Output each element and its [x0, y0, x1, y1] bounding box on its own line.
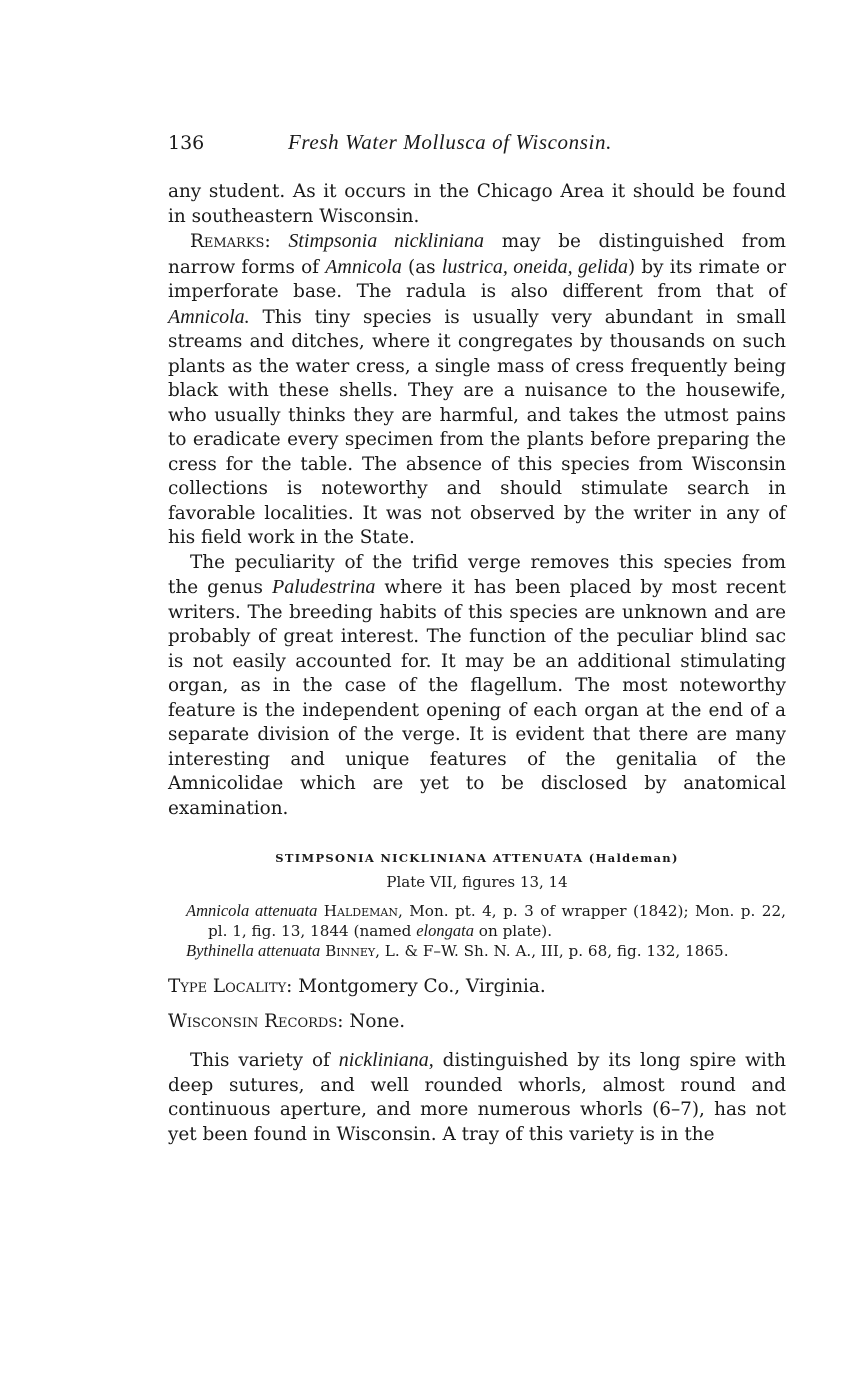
- synonymy-entry: [168, 901, 786, 941]
- synonym-name: Bythinella attenuata: [186, 941, 321, 960]
- synonymy-entry: [168, 941, 786, 961]
- genus-name: Amnicola.: [168, 305, 250, 328]
- synonym-citation: on plate).: [473, 922, 553, 940]
- plate-reference: Plate VII, figures 13, 14: [386, 873, 568, 891]
- running-title: Fresh Water Mollusca of Wisconsin.: [288, 130, 612, 154]
- page-header: [168, 130, 786, 160]
- text-span: This variety of: [190, 1050, 339, 1071]
- page-content: [168, 130, 786, 1147]
- type-locality: [168, 975, 786, 1000]
- wisconsin-records: [168, 1010, 786, 1035]
- paragraph-verge: [168, 551, 786, 822]
- text-span: This tiny species is usually very abundant in small streams and ditches, where it congregates by thousands on such plants as the water cress, a single mass of cress frequently being black with these shells. They are a nuisance to the housewife, who usually thinks they are harmful, and takes the utmost pains to eradicate every specimen from the plants before preparing the cress for the table. The absence of this species from Wisconsin collections is noteworthy and should stimulate search in favorable localities. It was not observed by the writer in any of his field work in the State.: [168, 306, 786, 548]
- synonym-italic: elongata: [416, 921, 474, 940]
- text-span: (as: [401, 256, 442, 278]
- wisconsin-records-label: Wisconsin Records:: [168, 1010, 344, 1032]
- text-span: distinguished by its long spire with deep sutures, and well rounded whorls, almost round and continuous aperture, and more numerous whorls (6–7), has not yet been found in Wisconsin. A tray of this variety is in the: [168, 1050, 786, 1145]
- text-span: where it has been placed by most recent writers. The breeding habits of this species are unknown and are probably of great interest. The function of the peculiar blind sac is not easily accounted for. It may be an additional stimulating organ, as in the case of the flagellum. The most noteworthy feature is the independent opening of each organ at the end of a separate division of the verge. It is evident that there are many interesting and unique features of the genitalia of the Amnicolidae which are yet to be disclosed by anatomical examination.: [168, 577, 787, 819]
- text-span: ) by its rimate or imperforate base. The radula is also different from that of: [168, 256, 787, 302]
- paragraph-continuation: any student. As it occurs in the Chicago Area it should be found in southeastern Wisconsin.: [168, 181, 786, 227]
- synonymy-list: [168, 901, 786, 961]
- species-heading: STIMPSONIA NICKLINIANA ATTENUATA (Haldeman): [275, 851, 679, 865]
- paragraph-remarks: [168, 229, 786, 551]
- synonym-author: Haldeman: [317, 902, 398, 920]
- synonym-citation: , L. & F–W. Sh. N. A., III, p. 68, fig. 132, 1865.: [375, 942, 729, 960]
- genus-name: Amnicola: [325, 255, 402, 278]
- text-span: The peculiarity of the trifid verge removes this species from the genus: [168, 551, 786, 598]
- type-locality-value: Montgomery Co., Virginia.: [298, 976, 546, 997]
- paragraph-variety: [168, 1048, 786, 1147]
- synonym-author: Binney: [320, 942, 376, 960]
- page-number: 136: [168, 132, 205, 154]
- text-span: may be distinguished from narrow forms of: [168, 231, 786, 278]
- type-locality-label: Type Locality:: [168, 976, 293, 997]
- species-name: Stimpsonia nickliniana: [288, 230, 485, 252]
- species-name: nickliniana,: [338, 1049, 434, 1071]
- wisconsin-records-value: None.: [349, 1010, 406, 1032]
- synonym-name: Amnicola attenuata: [186, 901, 318, 920]
- remarks-label: Remarks:: [190, 231, 271, 252]
- synonym-citation: , Mon. pt. 4, p. 3 of wrapper (1842); Mon. p. 22, pl. 1, fig. 13, 1844 (named: [208, 902, 786, 940]
- genus-name: Paludestrina: [272, 576, 376, 598]
- species-list: lustrica, oneida, gelida: [441, 255, 629, 278]
